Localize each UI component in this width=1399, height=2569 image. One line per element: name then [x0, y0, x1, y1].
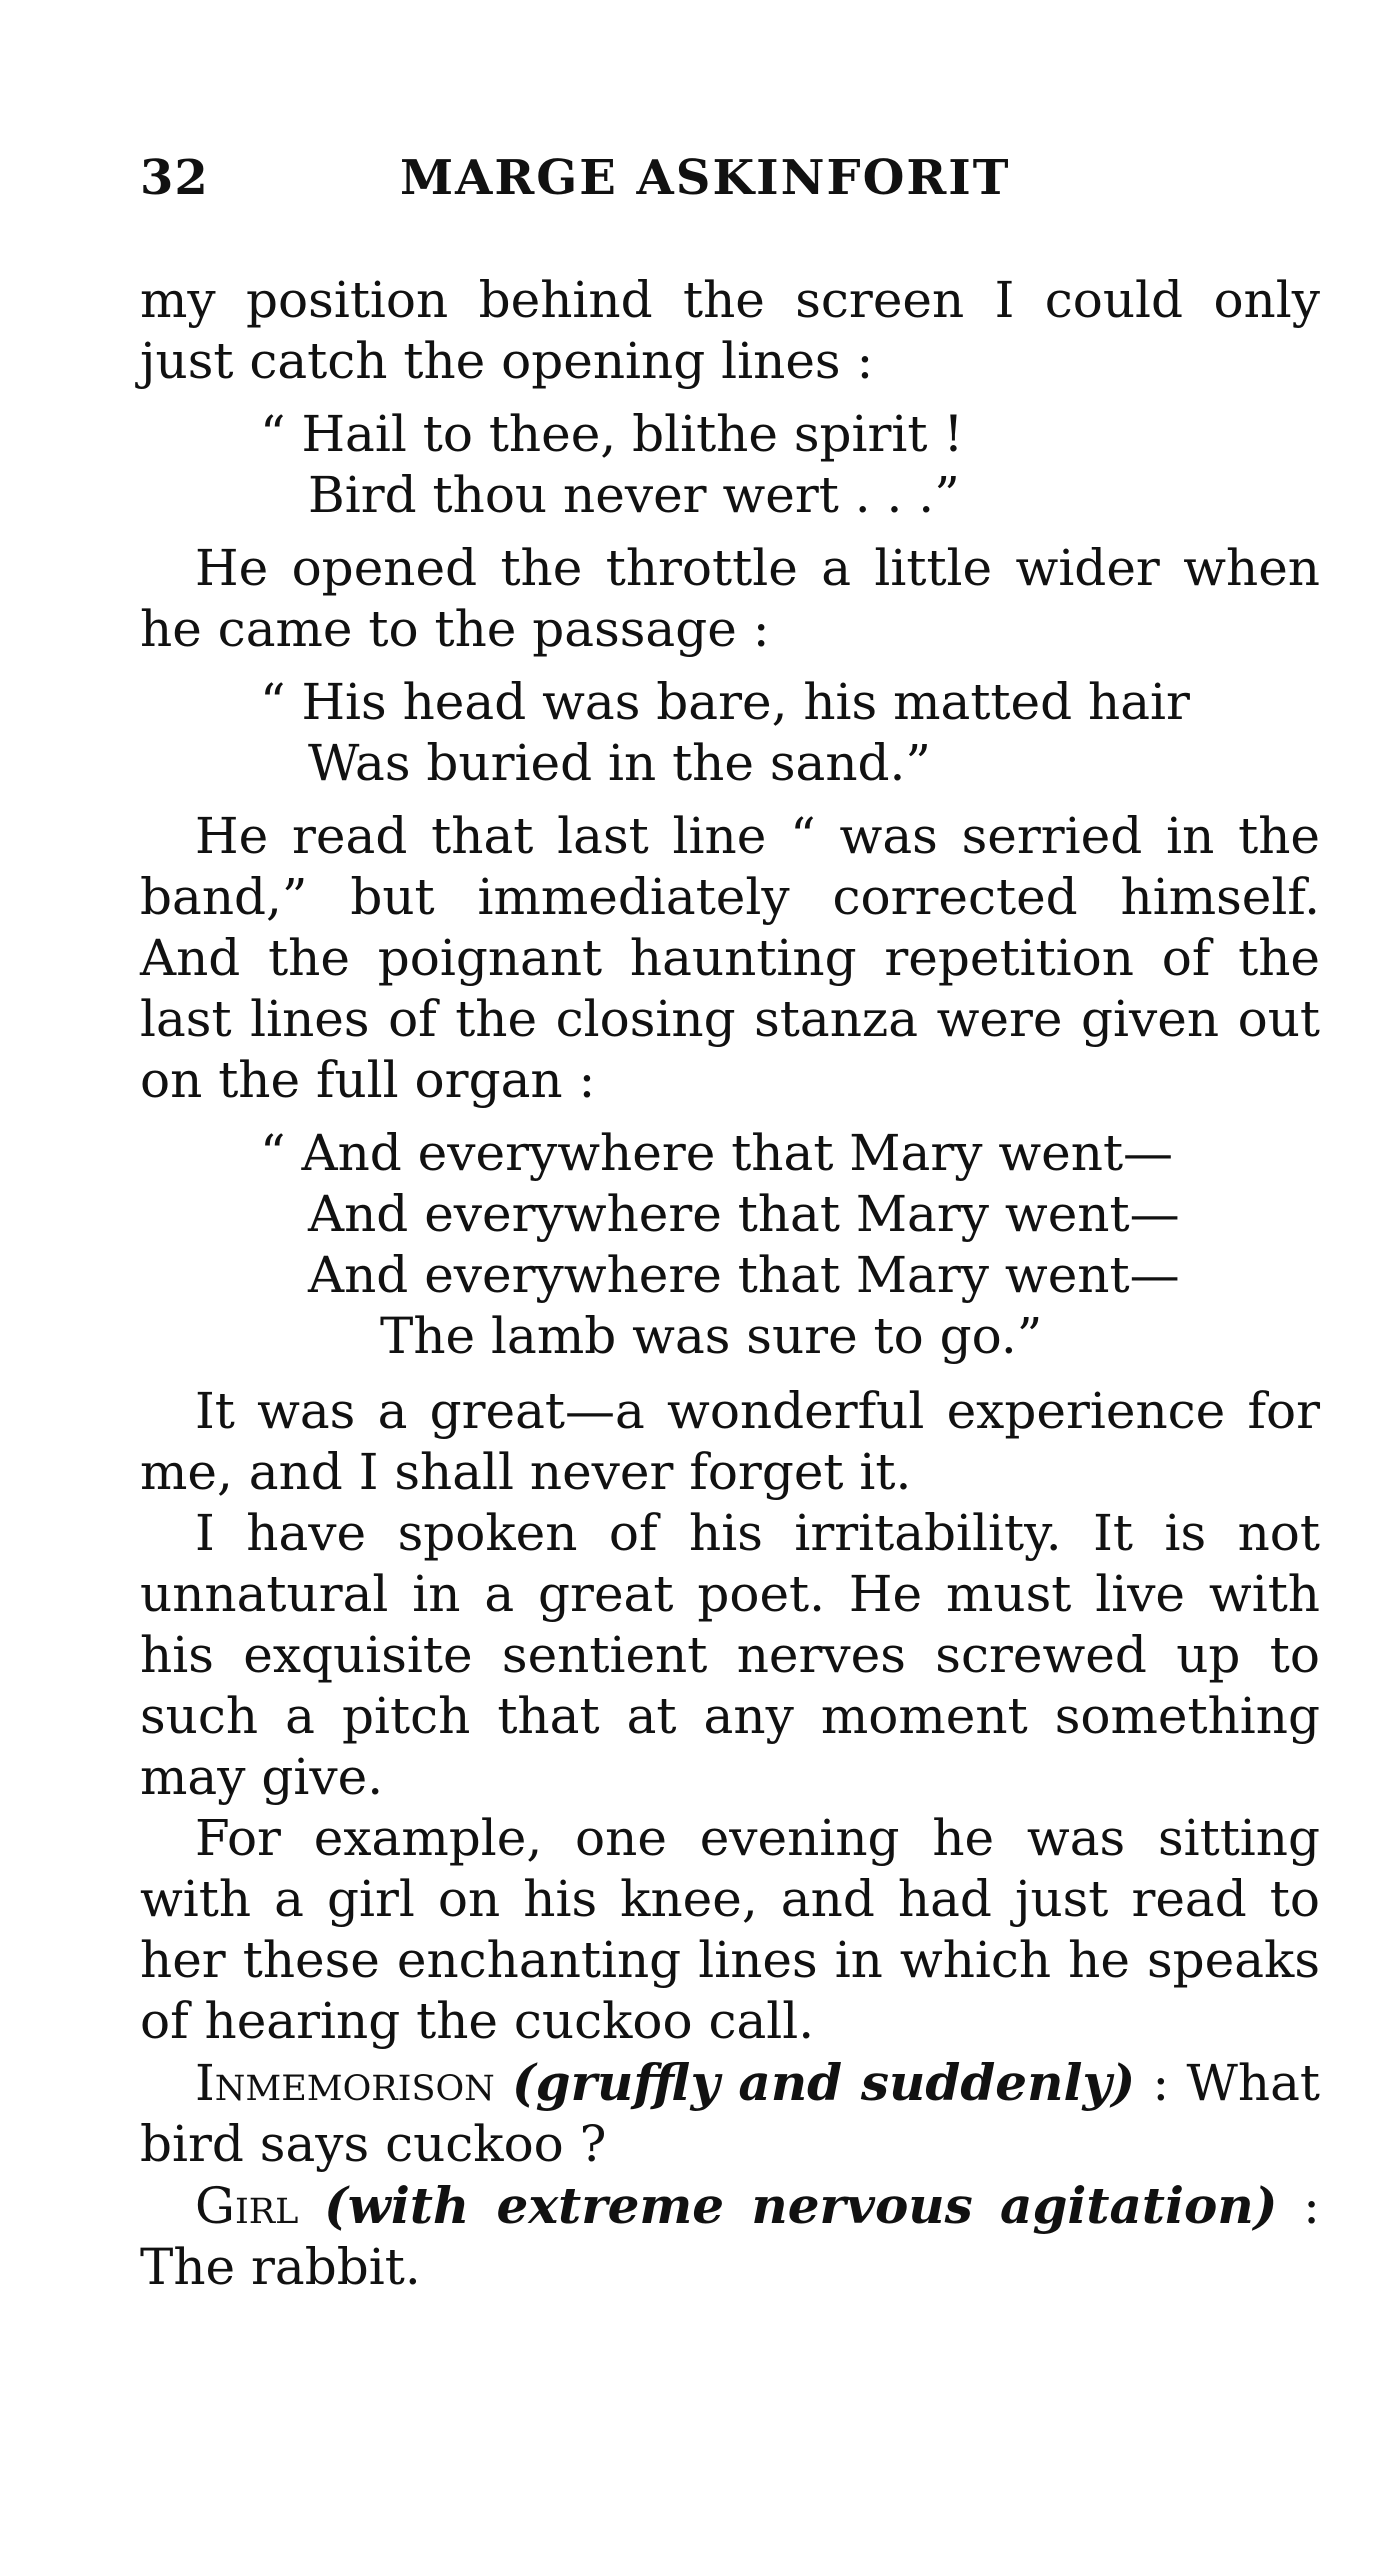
speaker-name: Inmemorison: [195, 2054, 495, 2112]
verse-line: And everywhere that Mary went—: [308, 1246, 1180, 1304]
paragraph-3: He read that last line “ was serried in the band,” but immediately corrected himself. And the poignant haunting repetition of the last lines of the closing stanza were given out on the full organ :: [140, 807, 1320, 1109]
paragraph-6: For example, one evening he was sitting with a girl on his knee, and had just read to her these enchanting lines in which he speaks of hearing the cuckoo call.: [140, 1809, 1320, 2050]
paragraph-4: It was a great—a wonderful experience for me, and I shall never forget it.: [140, 1382, 1320, 1501]
verse-line: The lamb was sure to go.”: [380, 1307, 1043, 1365]
page-number: 32: [140, 150, 209, 206]
paragraph-2: He opened the throttle a little wider when he came to the passage :: [140, 539, 1320, 658]
dialogue-girl: [140, 2175, 1320, 2298]
dialogue-text: : What bird says cuckoo ?: [140, 2054, 1320, 2173]
speaker-name: Girl: [195, 2177, 299, 2235]
dialogue-text: : The rabbit.: [140, 2177, 1320, 2296]
verse-line: “ Hail to thee, blithe spirit !: [260, 405, 964, 463]
verse-line: Was buried in the sand.”: [308, 734, 931, 792]
page-header: [140, 150, 1320, 220]
verse-line: “ His head was bare, his matted hair: [260, 673, 1190, 731]
verse-passage: [260, 672, 1320, 794]
running-title: MARGE ASKINFORIT: [400, 150, 1011, 206]
verse-line: “ And everywhere that Mary went—: [260, 1124, 1174, 1182]
verse-line: And everywhere that Mary went—: [308, 1185, 1180, 1243]
stage-direction: (gruffly and suddenly): [512, 2053, 1136, 2112]
dialogue-inmemorison: [140, 2052, 1320, 2175]
stage-direction: (with extreme nervous agitation): [324, 2176, 1278, 2235]
body-text: [140, 270, 1320, 2298]
verse-skylark: [260, 404, 1320, 526]
verse-line: Bird thou never wert . . .”: [308, 466, 960, 524]
paragraph-1: my position behind the screen I could only just catch the opening lines :: [140, 271, 1320, 390]
verse-mary: [260, 1123, 1320, 1367]
paragraph-5: I have spoken of his irritability. It is not unnatural in a great poet. He must live with his exquisite sentient nerves screwed up to such a pitch that at any moment something may give.: [140, 1504, 1320, 1806]
